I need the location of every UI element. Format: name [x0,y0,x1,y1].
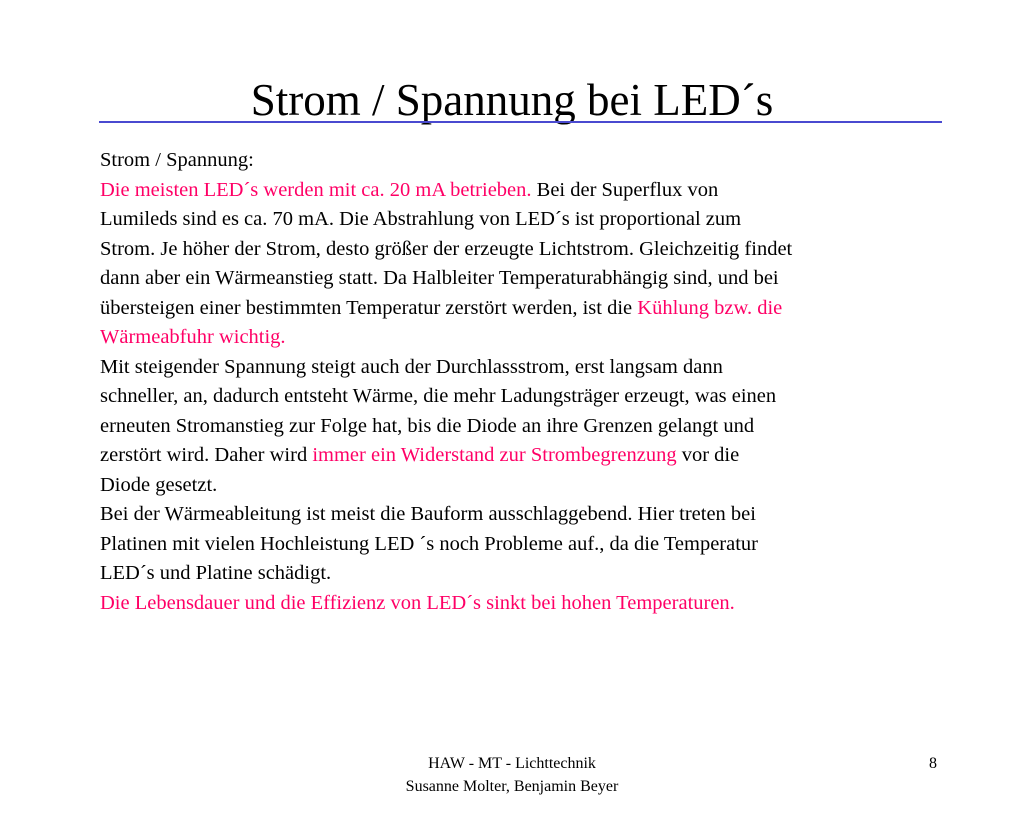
body-line: Mit steigender Spannung steigt auch der Durchlassstrom, erst langsam dann [100,355,723,378]
highlighted-text: immer ein Widerstand zur Strombegrenzung [312,444,677,466]
highlighted-text: Die Lebensdauer und die Effizienz von LED´s sinkt bei hohen Temperaturen. [100,591,735,614]
body-line: Strom. Je höher der Strom, desto größer der erzeugte Lichtstrom. Gleichzeitig findet [100,237,793,260]
highlighted-text: Die meisten LED´s werden mit ca. 20 mA betrieben. [100,178,532,201]
body-text-segment: übersteigen einer bestimmten Temperatur zerstört werden, ist die [100,296,638,319]
body-line: LED´s und Platine schädigt. [100,562,332,584]
title-underline [99,121,942,123]
body-line: Strom / Spannung: [100,149,254,171]
body-text-segment: vor die [676,444,740,466]
slide-title: Strom / Spannung bei LED´s [250,75,774,125]
body-line [100,441,942,471]
body-line [100,294,942,324]
footer-course: HAW - MT - Lichttechnik [428,755,596,772]
footer-authors: Susanne Molter, Benjamin Beyer [405,778,619,795]
body-line [100,176,942,206]
body-text-segment: zerstört wird. Daher wird [100,444,313,466]
footer [312,752,712,798]
body-line: erneuten Stromanstieg zur Folge hat, bis die Diode an ihre Grenzen gelangt und [100,414,755,437]
body-line: Platinen mit vielen Hochleistung LED ´s noch Probleme auf., da die Temperatur [100,532,759,555]
slide-body [100,146,942,618]
body-line: Diode gesetzt. [100,473,218,496]
highlighted-text: Wärmeabfuhr wichtig. [100,326,286,348]
body-text-segment: Bei der Superflux von [531,178,719,201]
page-number: 8 [929,755,937,772]
body-line: dann aber ein Wärmeanstieg statt. Da Halbleiter Temperaturabhängig sind, und bei [100,267,779,289]
highlighted-text: Kühlung bzw. die [637,296,783,319]
body-line: schneller, an, dadurch entsteht Wärme, die mehr Ladungsträger erzeugt, was einen [100,385,777,407]
body-line: Bei der Wärmeableitung ist meist die Bauform ausschlaggebend. Hier treten bei [100,503,756,525]
body-line: Lumileds sind es ca. 70 mA. Die Abstrahlung von LED´s ist proportional zum [100,208,742,230]
